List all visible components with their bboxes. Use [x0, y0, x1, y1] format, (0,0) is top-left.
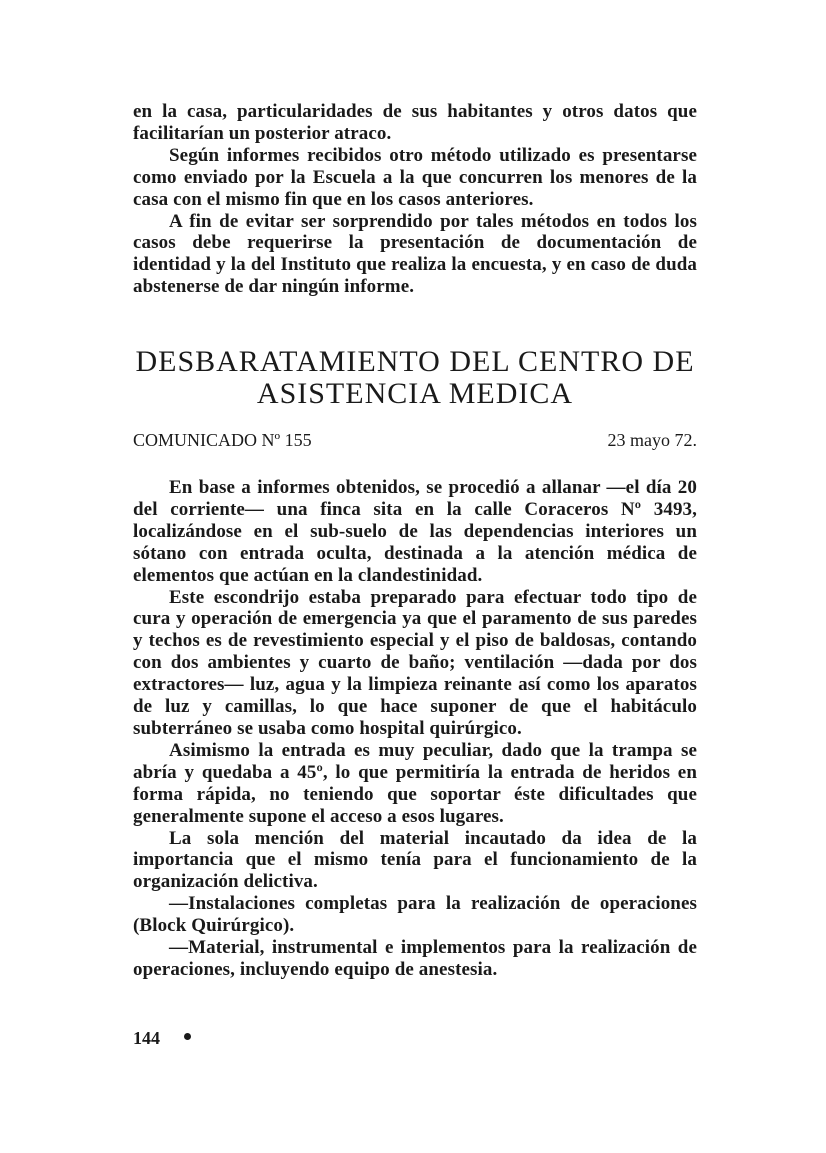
paragraph: en la casa, particularidades de sus habitantes y otros datos que facilitarían un posterior atraco.	[133, 101, 697, 144]
paragraph: Este escondrijo estaba preparado para efectuar todo tipo de cura y operación de emergencia ya que el paramento de sus paredes y techos es de revestimiento especial y el piso de baldosas, contando con dos ambientes y cuarto de baño; ventilación —dada por dos extractores— luz, agua y la limpieza reinante así como los aparatos de luz y camillas, lo que hace suponer de que el habitáculo subterráneo se usaba como hospital quirúrgico.	[133, 586, 697, 739]
paragraph: Según informes recibidos otro método utilizado es presentarse como enviado por la Escuela a la que concurren los menores de la casa con el mismo fin que en los casos anteriores.	[133, 144, 697, 210]
bullet-icon	[184, 1033, 191, 1040]
communique-header	[133, 430, 697, 451]
page-number: 144	[133, 1028, 160, 1048]
communique-label: COMUNICADO Nº 155	[133, 430, 312, 450]
paragraph: La sola mención del material incautado da idea de la importancia que el mismo tenía para el funcionamiento de la organización delictiva.	[133, 827, 697, 893]
paragraph: Asimismo la entrada es muy peculiar, dado que la trampa se abría y quedaba a 45º, lo que permitiría la entrada de heridos en forma rápida, no teniendo que soportar éste dificultades que generalmente supone el acceso a esos lugares.	[133, 739, 697, 827]
heading-line-2: ASISTENCIA MEDICA	[256, 377, 574, 410]
intro-section	[133, 101, 697, 298]
list-item: —Instalaciones completas para la realización de operaciones (Block Quirúrgico).	[133, 893, 697, 937]
heading-line-1: DESBARATAMIENTO DEL CENTRO DE	[135, 345, 695, 378]
body-section	[133, 477, 697, 981]
paragraph: En base a informes obtenidos, se procedió a allanar —el día 20 del corriente— una finca sita en la calle Coraceros Nº 3493, localizándose en el sub-suelo de las dependencias interiores un sótano con entrada oculta, destinada a la atención médica de elementos que actúan en la clandestinidad.	[133, 477, 697, 586]
paragraph: A fin de evitar ser sorprendido por tales métodos en todos los casos debe requerirse la presentación de documentación de identidad y la del Instituto que realiza la encuesta, y en caso de duda abstenerse de dar ningún informe.	[133, 210, 697, 298]
communique-date: 23 mayo 72.	[607, 430, 697, 450]
list-item: —Material, instrumental e implementos para la realización de operaciones, incluyendo equipo de anestesia.	[133, 937, 697, 980]
section-heading	[133, 346, 697, 410]
